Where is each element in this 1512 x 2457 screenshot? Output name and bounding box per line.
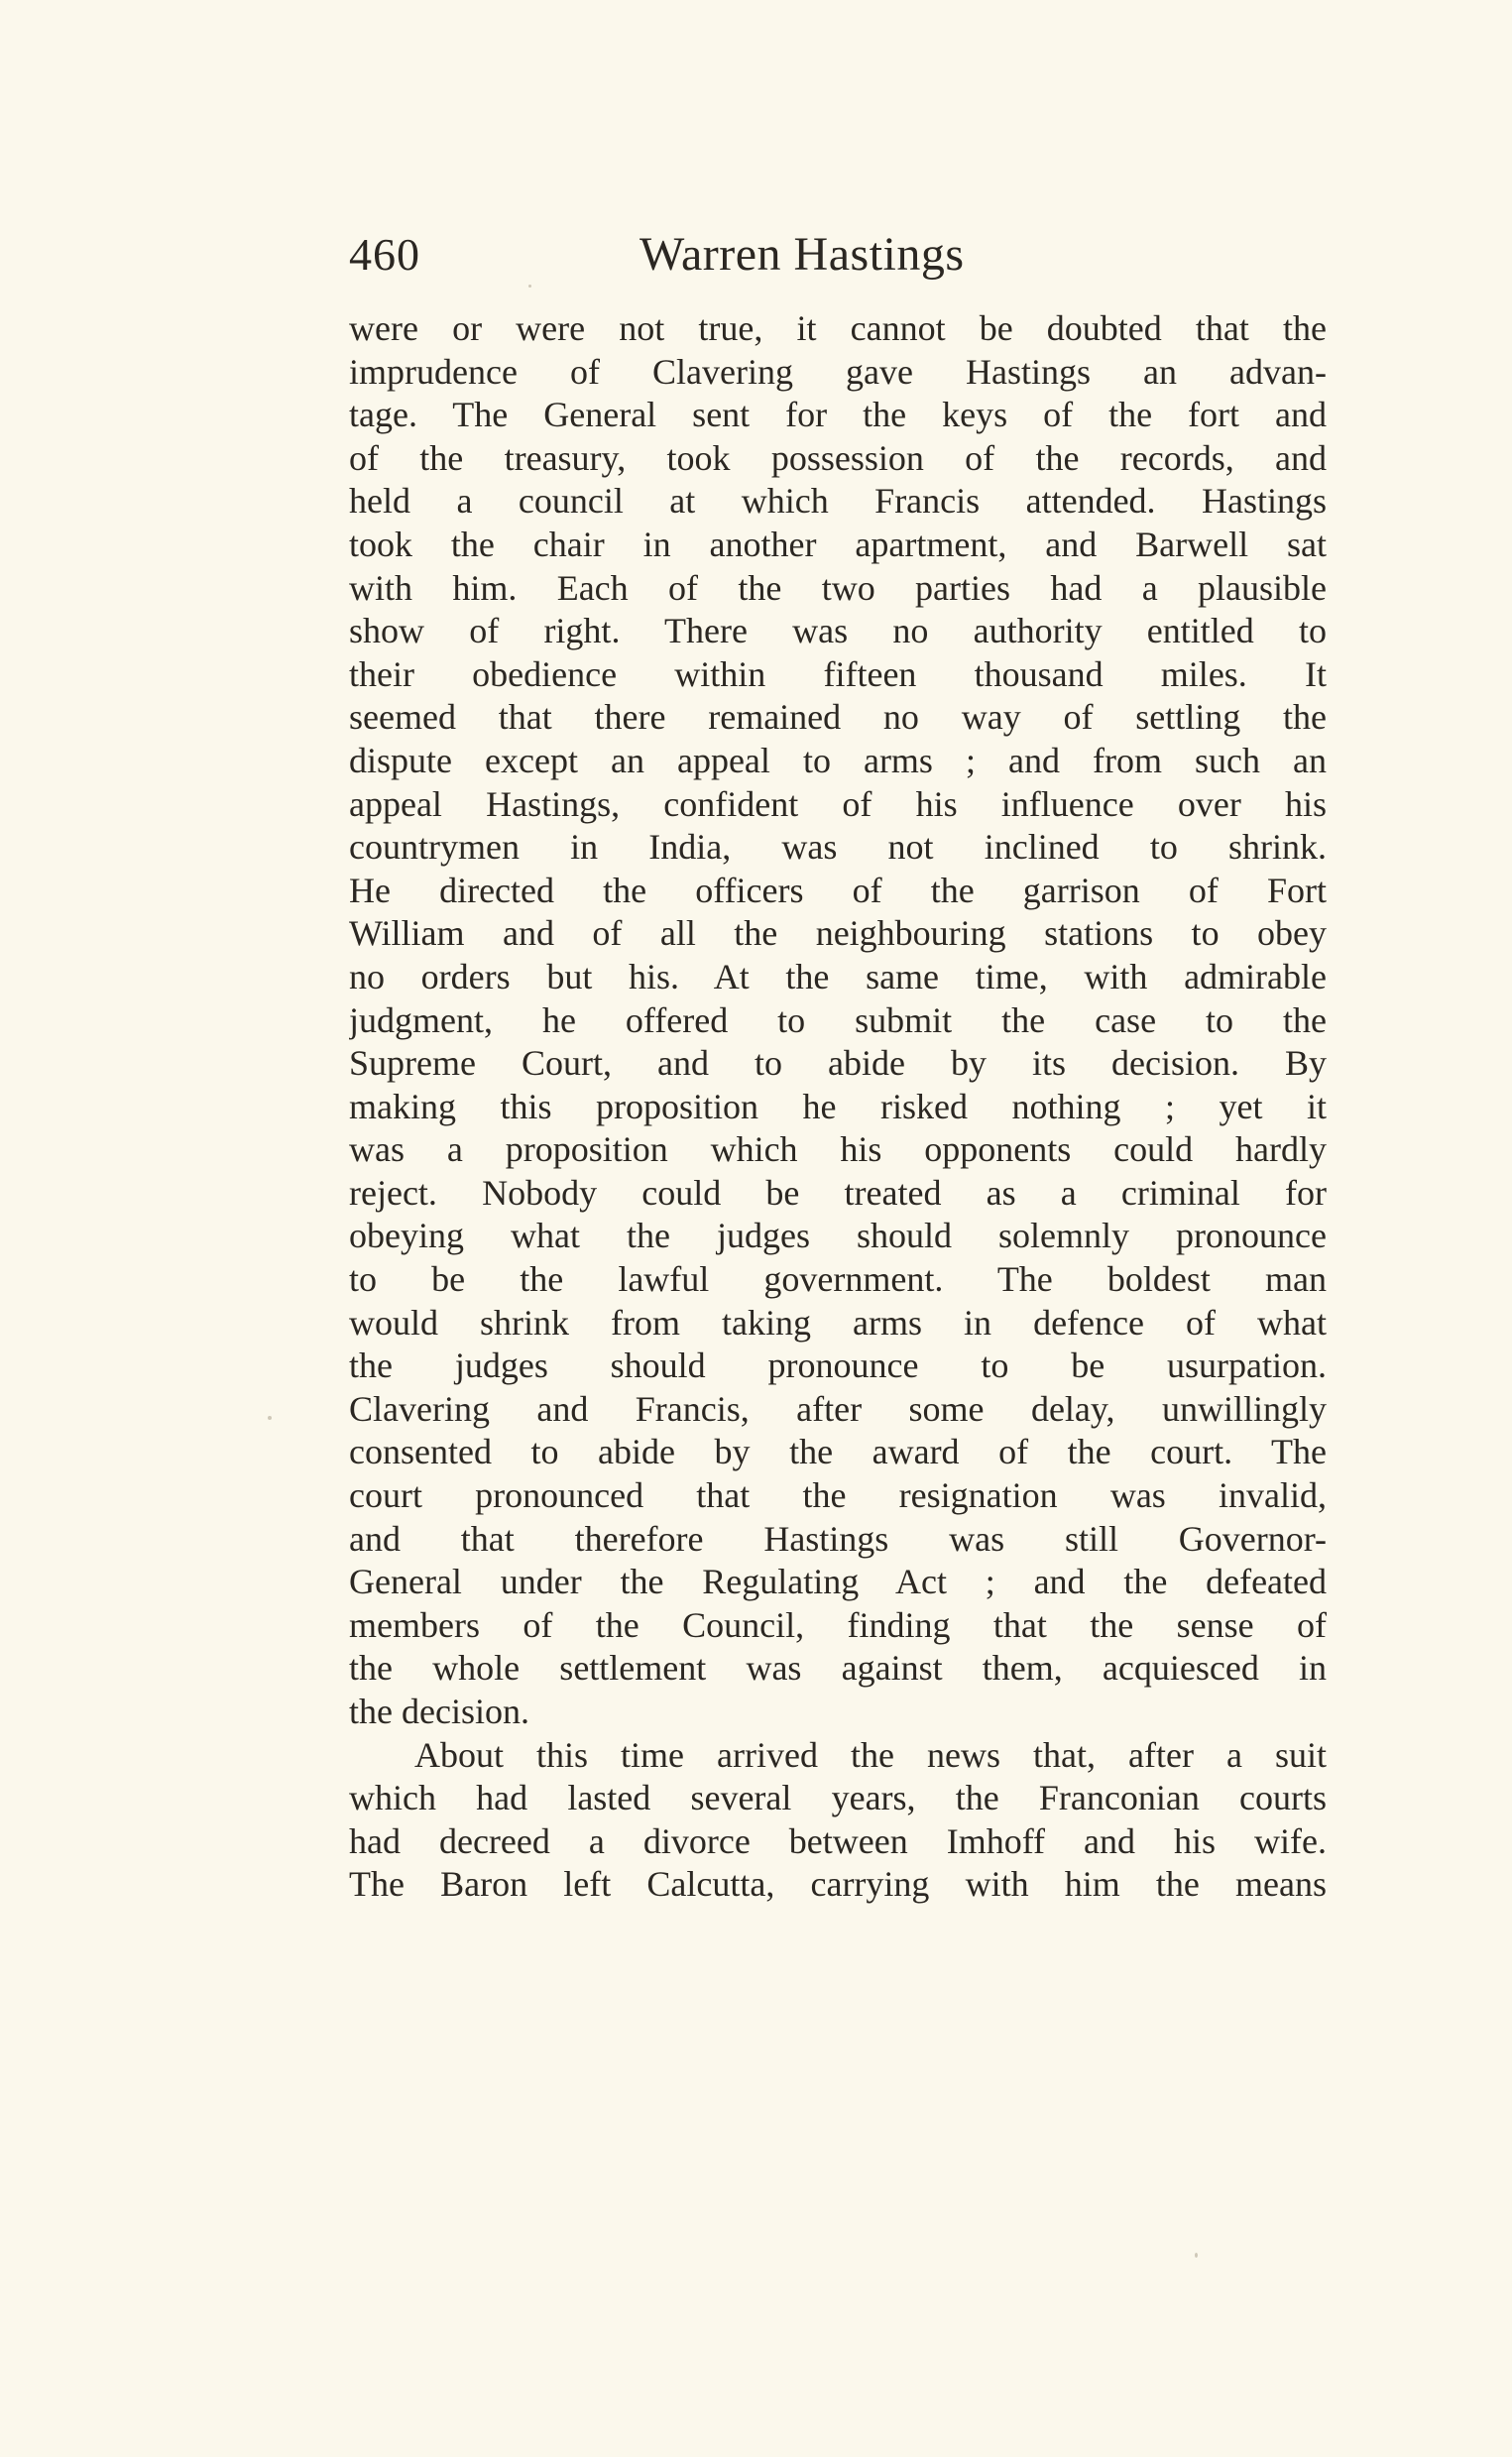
text-line: which had lasted several years, the Franconian courts [349, 1778, 1327, 1818]
text-line: tage. The General sent for the keys of the fort and [349, 395, 1327, 435]
text-line: The Baron left Calcutta, carrying with him the means [349, 1864, 1327, 1905]
text-line: no orders but his. At the same time, with admirable [349, 956, 1327, 996]
body-text [349, 307, 1327, 1907]
text-line: the decision. [349, 1692, 529, 1731]
text-line: Supreme Court, and to abide by its decision. By [349, 1043, 1327, 1084]
text-line: took the chair in another apartment, and Barwell sat [349, 524, 1327, 564]
paragraph-start-line: About this time arrived the news that, after a suit [414, 1734, 1327, 1775]
running-title: Warren Hastings [640, 228, 965, 281]
text-line: seemed that there remained no way of settling the [349, 697, 1327, 738]
text-line: and that therefore Hastings was still Governor- [349, 1518, 1327, 1559]
text-line: held a council at which Francis attended. Hastings [349, 481, 1327, 522]
text-line: show of right. There was no authority entitled to [349, 611, 1327, 651]
text-line: members of the Council, finding that the sense of [349, 1604, 1327, 1645]
text-line: with him. Each of the two parties had a plausible [349, 567, 1327, 608]
text-line: He directed the officers of the garrison of Fort [349, 870, 1327, 910]
text-line: the whole settlement was against them, acquiesced in [349, 1648, 1327, 1689]
paper-speck [268, 1416, 272, 1420]
text-line: of the treasury, took possession of the records, and [349, 437, 1327, 478]
text-line: obeying what the judges should solemnly pronounce [349, 1216, 1327, 1256]
paper-speck [528, 285, 531, 288]
text-line: was a proposition which his opponents could hardly [349, 1129, 1327, 1170]
text-line: reject. Nobody could be treated as a criminal for [349, 1172, 1327, 1213]
text-line: Clavering and Francis, after some delay, unwillingly [349, 1388, 1327, 1429]
text-line: had decreed a divorce between Imhoff and his wife. [349, 1820, 1327, 1861]
page-header [349, 220, 1340, 290]
text-line: making this proposition he risked nothing ; yet it [349, 1086, 1327, 1126]
text-line: court pronounced that the resignation was invalid, [349, 1475, 1327, 1516]
text-line: the judges should pronounce to be usurpation. [349, 1346, 1327, 1386]
text-line: imprudence of Clavering gave Hastings an advan- [349, 351, 1327, 392]
text-line: consented to abide by the award of the court. The [349, 1432, 1327, 1472]
page-number: 460 [349, 229, 420, 280]
text-line: General under the Regulating Act ; and the defeated [349, 1562, 1327, 1602]
text-line: dispute except an appeal to arms ; and from such an [349, 740, 1327, 780]
text-line: William and of all the neighbouring stations to obey [349, 913, 1327, 954]
text-line: appeal Hastings, confident of his influence over his [349, 783, 1327, 824]
text-line: to be the lawful government. The boldest man [349, 1259, 1327, 1300]
text-line: would shrink from taking arms in defence of what [349, 1302, 1327, 1343]
text-line: were or were not true, it cannot be doubted that the [349, 308, 1327, 348]
text-line: countrymen in India, was not inclined to shrink. [349, 827, 1327, 868]
text-line: judgment, he offered to submit the case to the [349, 999, 1327, 1040]
paper-speck [1195, 2253, 1198, 2258]
text-line: their obedience within fifteen thousand miles. It [349, 653, 1327, 694]
